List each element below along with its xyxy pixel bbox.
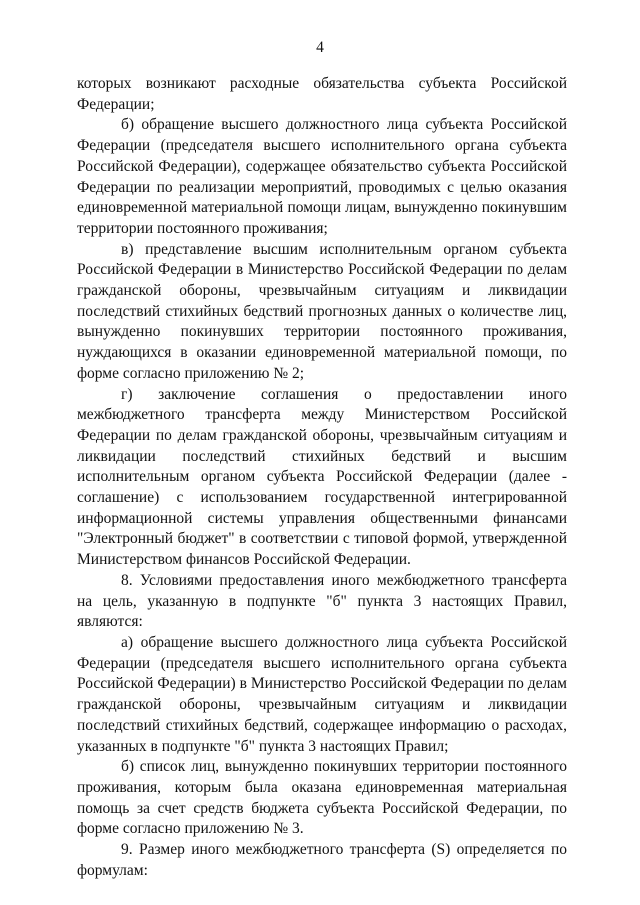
page-number: 4 bbox=[316, 39, 324, 56]
paragraph-clause-9: 9. Размер иного межбюджетного трансферта (S) определяется по формулам: bbox=[77, 841, 567, 879]
paragraph-clause-8-item-b: б) список лиц, вынужденно покинувших территории постоянного проживания, которым была оказана единовременная материальная помощь за счет средств бюджета субъекта Российской Федерации, по форме согласно приложению № 3. bbox=[77, 758, 567, 838]
paragraph-clause-8-item-a: а) обращение высшего должностного лица субъекта Российской Федерации (председателя высшего исполнительного органа субъекта Российской Федерации) в Министерство Российской Федерации по делам гражданской обороны, чрезвычайным ситуациям и ликвидации последствий стихийных бедствий, содержащее информацию о расходах, указанных в подпункте "б" пункта 3 настоящих Правил; bbox=[77, 633, 567, 755]
paragraph-clause-8: 8. Условиями предоставления иного межбюджетного трансферта на цель, указанную в подпункте "б" пункта 3 настоящих Правил, являются: bbox=[77, 571, 567, 631]
document-body bbox=[77, 74, 567, 881]
paragraph-item-v: в) представление высшим исполнительным органом субъекта Российской Федерации в Министерство Российской Федерации по делам гражданской обороны, чрезвычайным ситуациям и ликвидации последствий стихийных бедствий прогнозных данных о количестве лиц, вынужденно покинувших территории постоянного проживания, нуждающихся в оказании единовременной материальной помощи, по форме согласно приложению № 2; bbox=[77, 240, 567, 382]
paragraph-item-b: б) обращение высшего должностного лица субъекта Российской Федерации (председателя высшего исполнительного органа субъекта Российской Федерации), содержащее обязательство субъекта Российской Федерации по реализации мероприятий, проводимых с целью оказания единовременной материальной помощи лицам, вынужденно покинувшим территории постоянного проживания; bbox=[77, 116, 567, 237]
paragraph-item-g: г) заключение соглашения о предоставлении иного межбюджетного трансферта между Министерством Российской Федерации по делам гражданской обороны, чрезвычайным ситуациям и ликвидации последствий стихийных бедствий и высшим исполнительным органом субъекта Российской Федерации (далее - соглашение) с использованием государственной интегрированной информационной системы управления общественными финансами "Электронный бюджет" в соответствии с типовой формой, утвержденной Министерством финансов Российской Федерации. bbox=[77, 385, 567, 569]
paragraph-continuation: которых возникают расходные обязательства субъекта Российской Федерации; bbox=[77, 75, 567, 113]
